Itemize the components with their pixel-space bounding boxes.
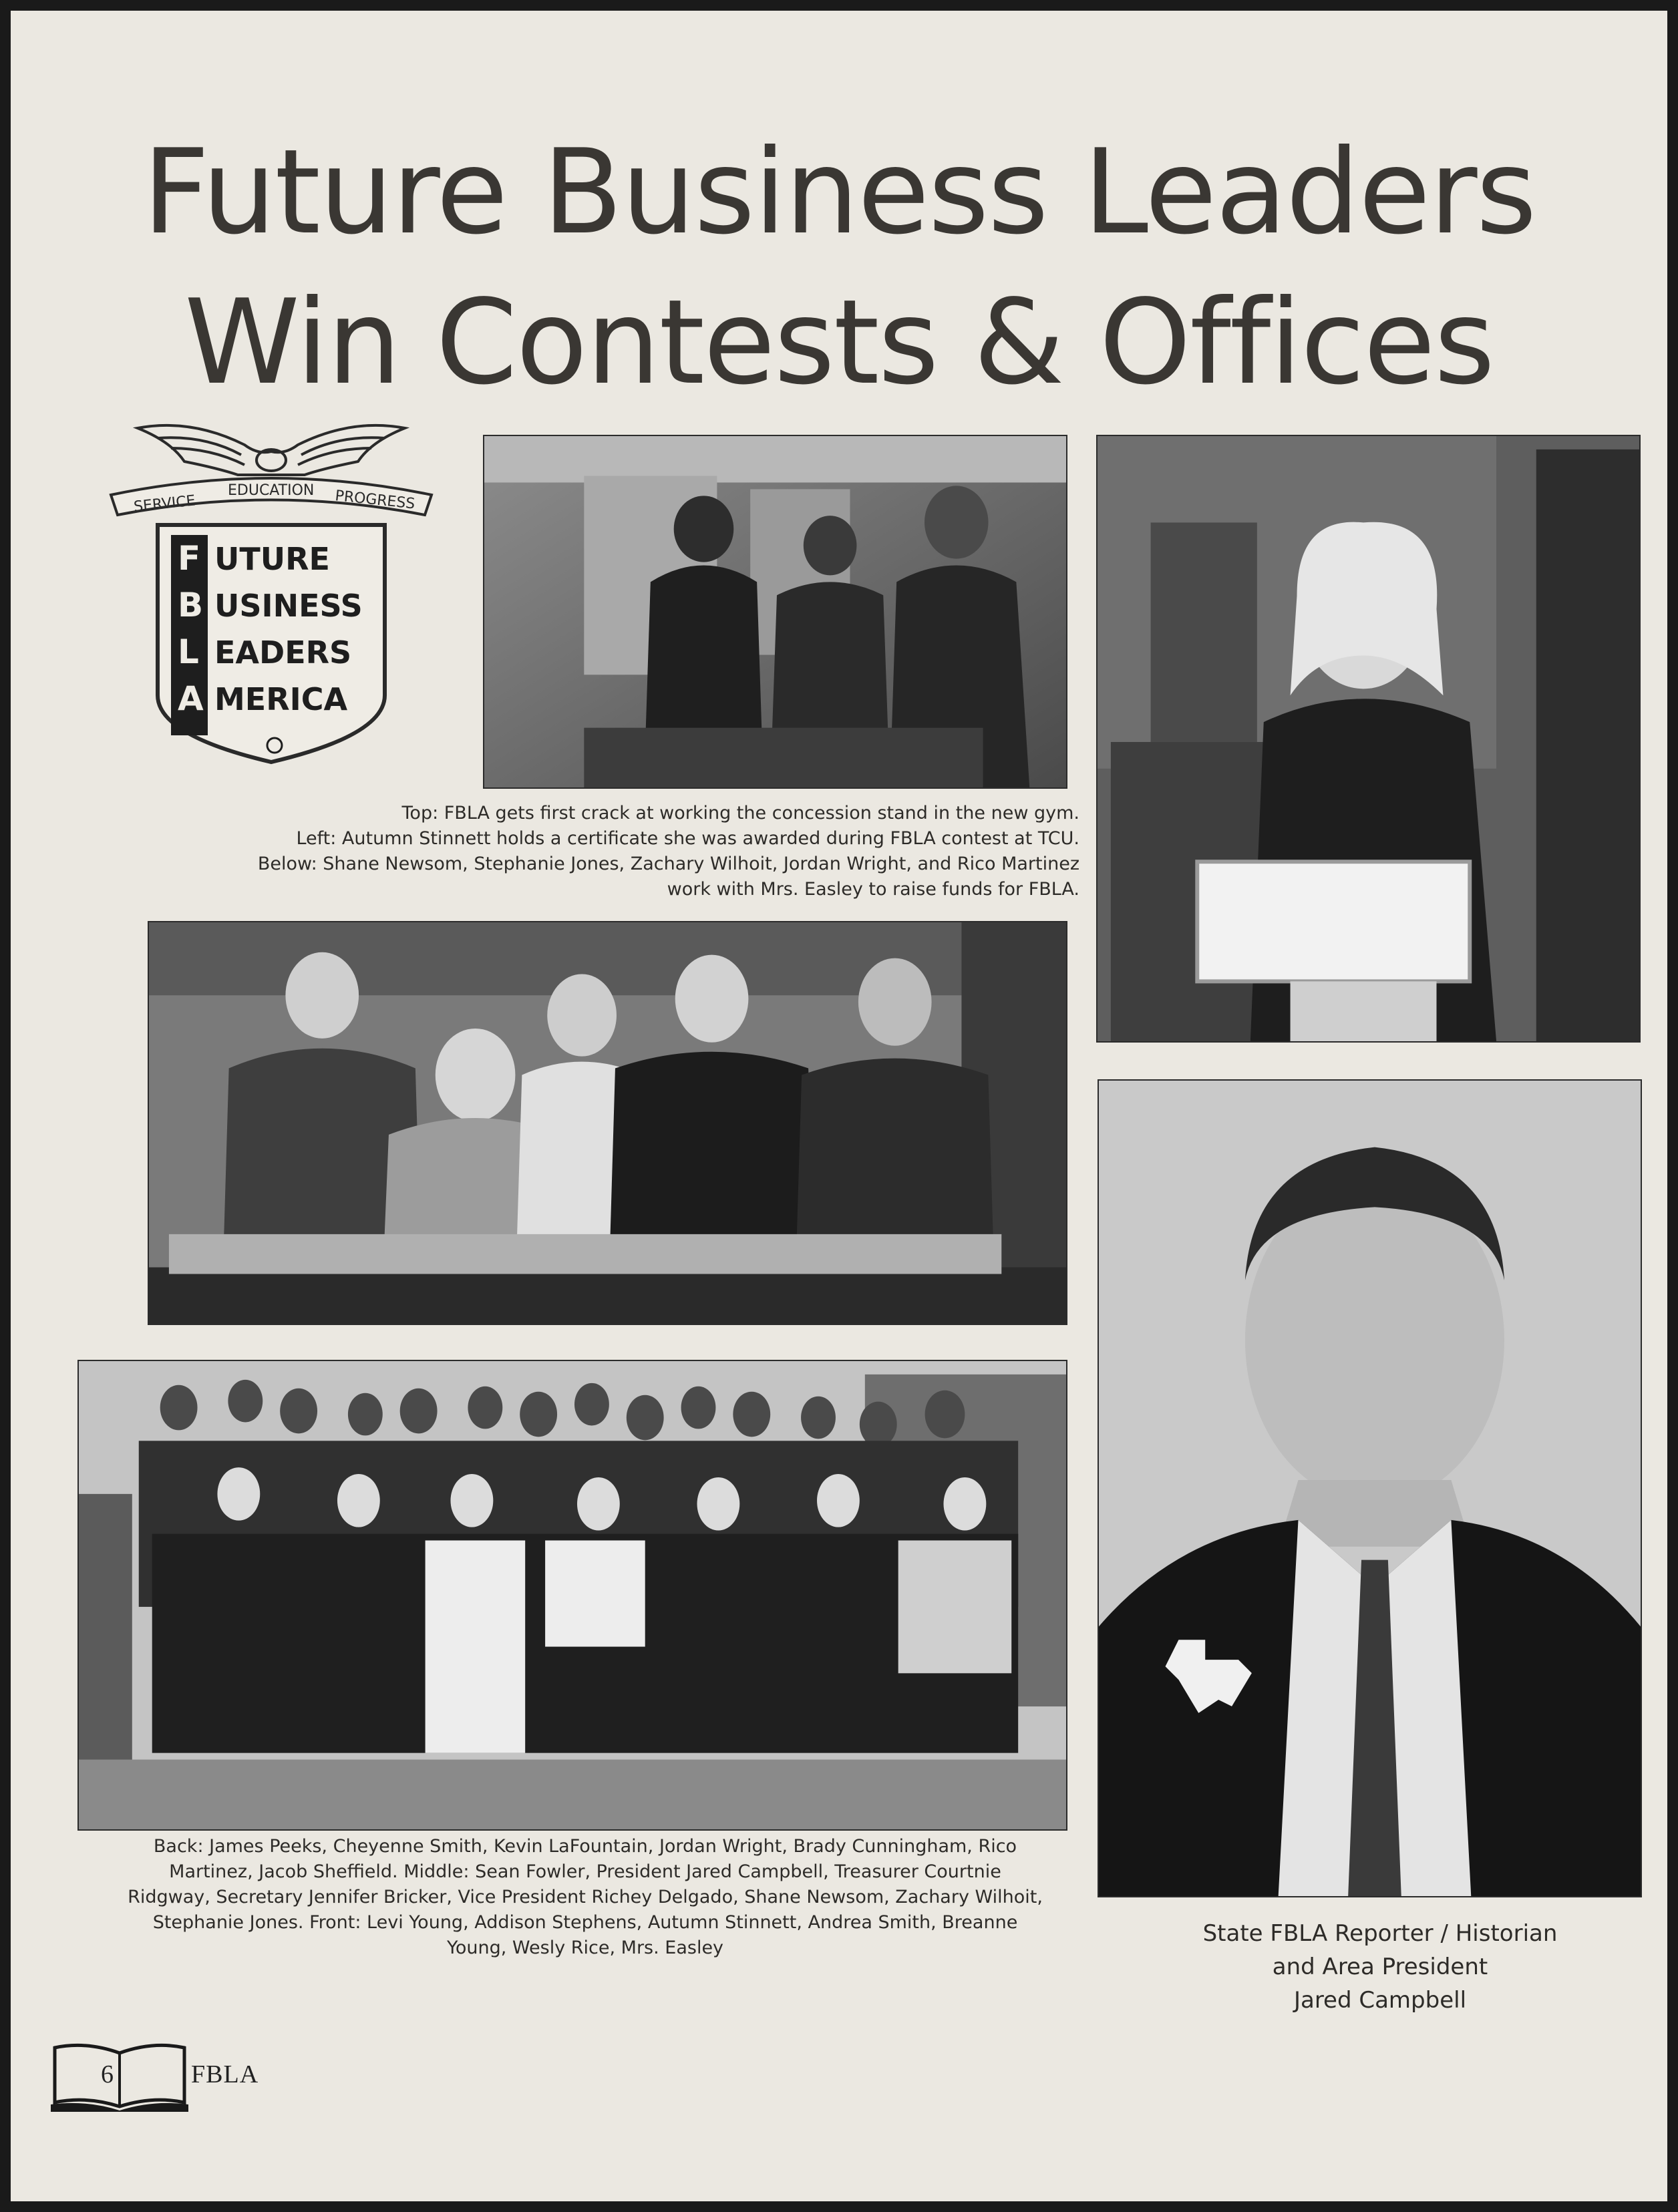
caption-side-line: and Area President [1272, 1954, 1488, 1980]
page-title-line-1: Future Business Leaders [142, 125, 1536, 260]
caption-top-line: Left: Autumn Stinnett holds a certificate she was awarded during FBLA contest at TCU. [296, 828, 1079, 849]
page-number: 6 [101, 2060, 114, 2088]
logo-word-usiness: USINESS [214, 588, 363, 624]
photo-concession-stand [483, 435, 1067, 789]
page-title-line-2: Win Contests & Offices [184, 275, 1494, 411]
logo-banner-service: SERVICE [133, 492, 196, 516]
logo-initial-f: F [178, 539, 201, 578]
caption-top-line: Below: Shane Newsom, Stephanie Jones, Zachary Wilhoit, Jordan Wright, and Rico Martinez [257, 854, 1079, 874]
section-label: FBLA [191, 2060, 259, 2088]
caption-group-line: Ridgway, Secretary Jennifer Bricker, Vice President Richey Delgado, Shane Newsom, Zachary Wilhoit, [128, 1887, 1043, 1907]
caption-group-line: Young, Wesly Rice, Mrs. Easley [446, 1938, 724, 1958]
caption-group-line: Stephanie Jones. Front: Levi Young, Addison Stephens, Autumn Stinnett, Andrea Smith, Breanne [152, 1912, 1018, 1933]
yearbook-page [11, 11, 1667, 2201]
logo-banner-education: EDUCATION [228, 482, 315, 499]
caption-group-line: Martinez, Jacob Sheffield. Middle: Sean Fowler, President Jared Campbell, Treasurer Courtnie [169, 1861, 1001, 1882]
caption-group-line: Back: James Peeks, Cheyenne Smith, Kevin LaFountain, Jordan Wright, Brady Cunningham, Rico [153, 1836, 1017, 1857]
caption-side-line: Jared Campbell [1293, 1987, 1467, 2014]
logo-banner-progress: PROGRESS [334, 488, 416, 513]
caption-jared-campbell [1106, 1917, 1654, 2017]
logo-word-merica: MERICA [214, 681, 348, 717]
caption-top-photos [178, 801, 1079, 902]
photo-fundraising-group [148, 921, 1067, 1325]
logo-initial-l: L [178, 632, 199, 671]
logo-initial-a: A [178, 679, 204, 718]
logo-initial-b: B [178, 586, 204, 624]
photo-jared-campbell [1098, 1079, 1642, 1897]
caption-club-group [84, 1834, 1086, 1961]
open-book-icon [49, 2041, 190, 2114]
caption-top-line: Top: FBLA gets first crack at working the concession stand in the new gym. [401, 803, 1079, 823]
fbla-logo [104, 415, 438, 769]
caption-side-line: State FBLA Reporter / Historian [1202, 1920, 1558, 1947]
photo-certificate [1096, 435, 1641, 1043]
photo-club-group [77, 1360, 1067, 1831]
logo-word-eaders: EADERS [214, 634, 352, 671]
caption-top-line: work with Mrs. Easley to raise funds for FBLA. [667, 879, 1079, 900]
logo-word-uture: UTURE [214, 541, 330, 577]
